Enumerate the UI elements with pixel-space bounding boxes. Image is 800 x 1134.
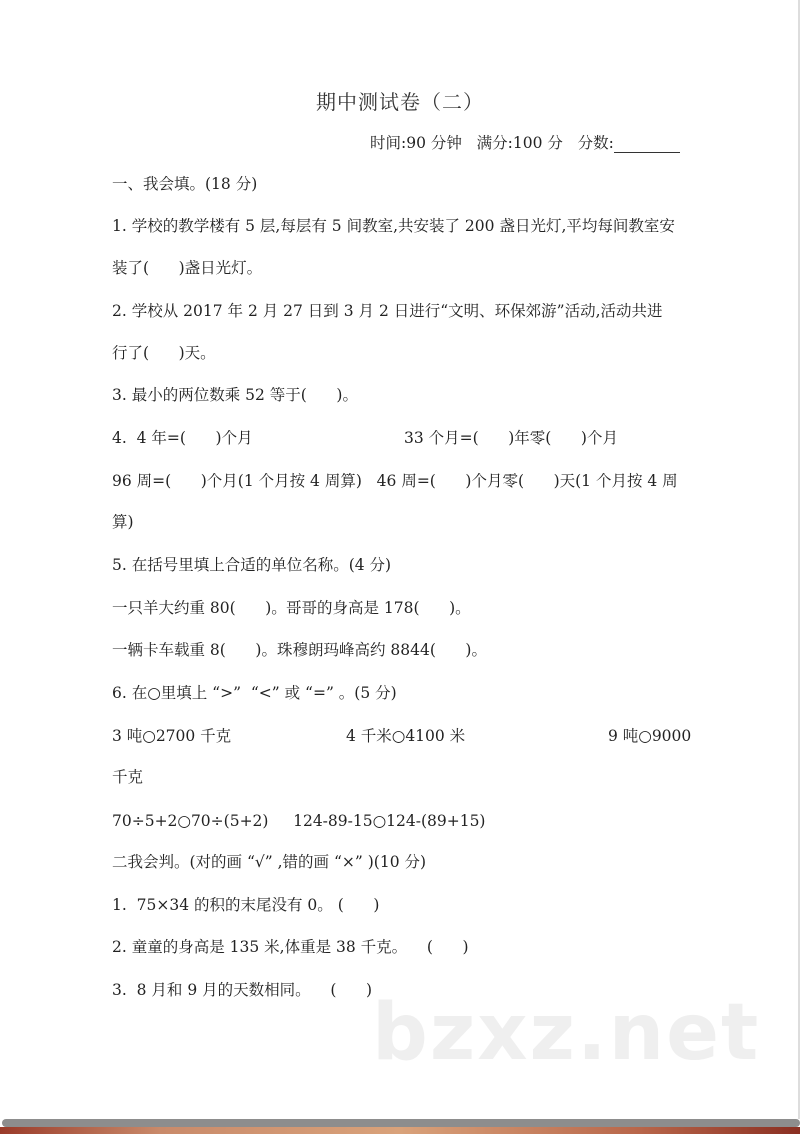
score-label: 分数: [577,134,614,152]
horizontal-scrollbar[interactable] [2,1119,800,1127]
question-4-line-2: 96 周=( )个月(1 个月按 4 周算) 46 周=( )个月零( )天(1 个月按 4 周 [112,472,678,490]
question-6: 6. 在○里填上 “>” “<” 或 “=” 。(5 分) [112,684,397,702]
judge-1: 1. 75×34 的积的末尾没有 0。 ( ) [112,896,380,914]
watermark: bzxz.net [372,988,761,1078]
exam-meta [370,131,680,153]
question-2-line-1: 2. 学校从 2017 年 2 月 27 日到 3 月 2 日进行“文明、环保郊游”活动,活动共进 [112,302,663,320]
question-5-part-a: 一只羊大约重 80( )。 [112,599,287,617]
page-title: 期中测试卷（二） [316,90,484,114]
section-2-heading: 二我会判。(对的画 “√” ,错的画 “×” )(10 分) [112,853,427,871]
question-4-line-3: 算) [112,513,134,531]
question-1-line-2: 装了( )盏日光灯。 [112,259,263,277]
question-6-line-1 [112,726,712,806]
question-3: 3. 最小的两位数乘 52 等于( )。 [112,386,358,404]
full-score-label: 满分:100 分 [476,134,563,152]
question-6-line-2: 千克 [112,768,144,786]
question-6-part-c: 9 吨○9000 [608,727,692,745]
question-6-line-3: 70÷5+2○70÷(5+2) 124-89-15○124-(89+15) [112,812,486,830]
question-2-line-2: 行了( )天。 [112,344,216,362]
question-1-line-1: 1. 学校的教学楼有 5 层,每层有 5 间教室,共安装了 200 盏日光灯,平均每间教室安 [112,217,675,235]
question-5: 5. 在括号里填上合适的单位名称。(4 分) [112,556,392,574]
section-1-heading: 一、我会填。(18 分) [112,175,258,193]
question-6-part-b: 4 千米○4100 米 [346,727,466,745]
background-strip [0,1127,800,1134]
question-5-line-2: 一辆卡车载重 8( )。珠穆朗玛峰高约 8844( )。 [112,641,487,659]
question-5-part-b: 哥哥的身高是 178( )。 [286,599,471,617]
question-6-part-a: 3 吨○2700 千克 [112,727,232,745]
judge-3: 3. 8 月和 9 月的天数相同。 ( ) [112,981,373,999]
question-4-part-b: 33 个月=( )年零( )个月 [404,429,618,447]
judge-2: 2. 童童的身高是 135 米,体重是 38 千克。 ( ) [112,938,469,956]
time-label: 时间:90 分钟 [370,134,462,152]
score-blank [614,137,680,153]
question-4-part-a: 4. 4 年=( )个月 [112,429,253,447]
